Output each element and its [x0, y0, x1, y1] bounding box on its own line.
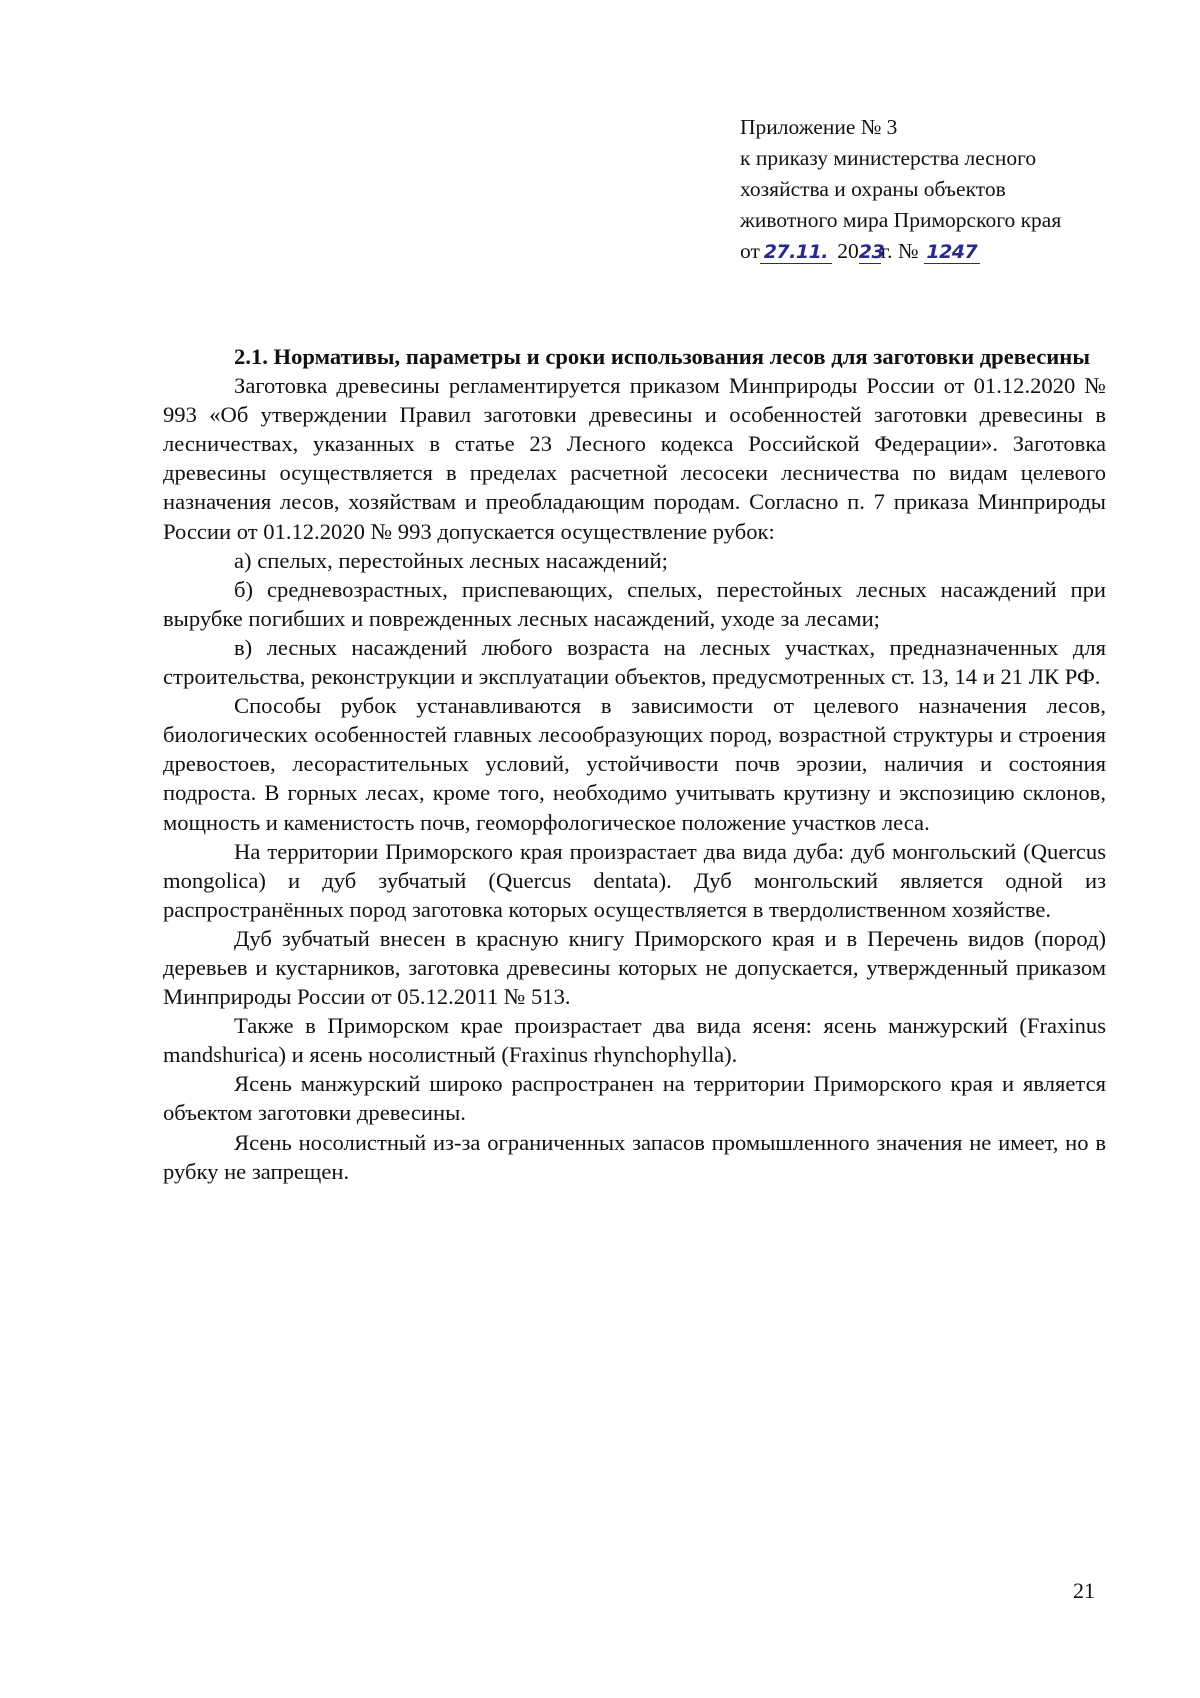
- paragraph: Заготовка древесины регламентируется приказом Минприроды России от 01.12.2020 № 993 «Об утверждении Правил заготовки древесины и особенностей заготовки древесины в лесничествах, указанных в статье 23 Лесного кодекса Российской Федерации». Заготовка древесины осуществляется в пределах расчетной лесосеки лесничества по видам целевого назначения лесов, хозяйствам и преобладающим породам. Согласно п. 7 приказа Минприроды России от 01.12.2020 № 993 допускается осуществление рубок:: [163, 373, 1106, 544]
- paragraph: Также в Приморском крае произрастает два вида ясеня: ясень манжурский (Fraxinus mandshurica) и ясень носолистный (Fraxinus rhynchophylla).: [163, 1013, 1106, 1068]
- attachment-order-line: к приказу министерства лесного: [740, 146, 1037, 170]
- list-item-c: в) лесных насаждений любого возраста на лесных участках, предназначенных для строительства, реконструкции и эксплуатации объектов, предусмотренных ст. 13, 14 и 21 ЛК РФ.: [163, 634, 1106, 690]
- list-item-b: б) средневозрастных, приспевающих, спелых, перестойных лесных насаждений при вырубке погибших и поврежденных лесных насаждений, уходе за лесами;: [163, 576, 1106, 631]
- attachment-title: Приложение № 3: [740, 115, 898, 139]
- page-number: 21: [1073, 1578, 1095, 1603]
- attachment-ministry-line: хозяйства и охраны объектов: [740, 177, 1006, 201]
- date-prefix: от: [740, 239, 760, 263]
- paragraph: Дуб зубчатый внесен в красную книгу Приморского края и в Перечень видов (пород) деревьев и кустарников, заготовка древесины которых не допускается, утвержденный приказом Минприроды России от 05.12.2011 № 513.: [163, 925, 1106, 1010]
- attachment-date-line: [740, 236, 1140, 267]
- attachment-region-line: животного мира Приморского края: [740, 208, 1062, 232]
- paragraph: Способы рубок устанавливаются в зависимости от целевого назначения лесов, биологических особенностей главных лесообразующих пород, возрастной структуры и строения древостоев, лесорастительных условий, устойчивости почв эрозии, наличия и состояния подроста. В горных лесах, кроме того, необходимо учитывать крутизну и экспозицию склонов, мощность и каменистость почв, геоморфологическое положение участков леса.: [163, 693, 1106, 835]
- paragraph: Ясень манжурский широко распространен на территории Приморского края и является объектом заготовки древесины.: [163, 1071, 1106, 1126]
- handwritten-order-number: 1247: [924, 240, 980, 264]
- attachment-header: [740, 112, 1140, 267]
- list-item-a: а) спелых, перестойных лесных насаждений;: [234, 547, 668, 573]
- paragraph: Ясень носолистный из-за ограниченных запасов промышленного значения не имеет, но в рубку не запрещен.: [163, 1129, 1106, 1184]
- year-prefix: 20: [837, 239, 859, 263]
- paragraph: На территории Приморского края произрастает два вида дуба: дуб монгольский (Quercus mongolica) и дуб зубчатый (Quercus dentata). Дуб монгольский является одной из распространённых пород заготовка которых осуществляется в твердолиственном хозяйстве.: [163, 838, 1106, 922]
- handwritten-year: 23: [858, 241, 885, 263]
- handwritten-date: 27.11.: [760, 240, 832, 264]
- section-heading: 2.1. Нормативы, параметры и сроки использования лесов для заготовки древесины: [234, 344, 1090, 369]
- year-suffix: г. №: [880, 239, 919, 263]
- document-body: [163, 342, 1106, 1186]
